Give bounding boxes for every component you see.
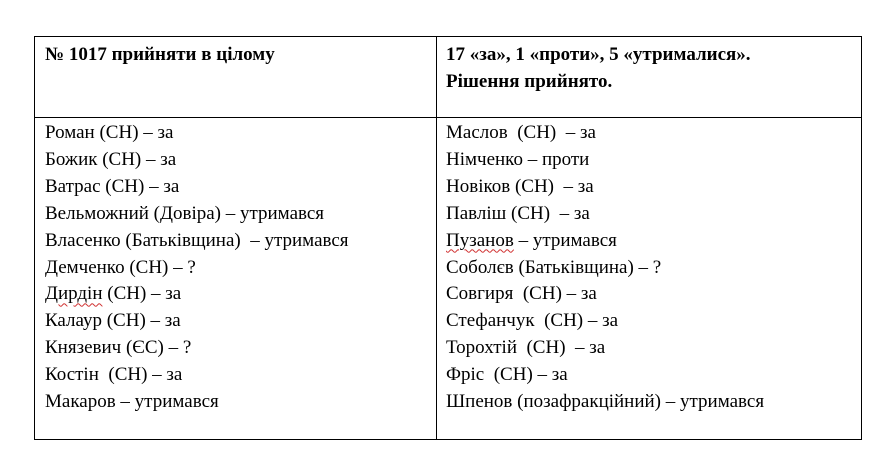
list-item: Власенко (Батьківщина) – утримався: [45, 229, 349, 251]
list-item: Німченко – проти: [446, 148, 590, 170]
right-vote-list: [446, 120, 858, 416]
list-item: Костін (СН) – за: [45, 364, 183, 386]
vote-text: – утримався: [513, 229, 617, 251]
list-item: Макаров – утримався: [45, 391, 219, 413]
list-item: Ватрас (СН) – за: [45, 175, 180, 197]
list-item: Калаур (СН) – за: [45, 310, 181, 332]
vote-tally: 17 «за», 1 «проти», 5 «утрималися».: [446, 44, 751, 65]
list-item: [446, 228, 858, 255]
list-item: Демченко (СН) – ?: [45, 256, 196, 278]
bill-title: № 1017 прийняти в цілому: [45, 44, 275, 65]
header-cell-left: [45, 41, 425, 68]
header-cell-right: [446, 41, 856, 95]
list-item: Павліш (СН) – за: [446, 202, 590, 224]
list-item: Роман (СН) – за: [45, 122, 174, 143]
list-item: Божик (СН) – за: [45, 148, 177, 170]
column-divider: [436, 37, 437, 439]
list-item: Новіков (СН) – за: [446, 175, 594, 197]
list-item: Шпенов (позафракційний) – утримався: [446, 391, 765, 413]
vote-text: (СН) – за: [102, 283, 182, 305]
spellcheck-word: Пузанов: [446, 229, 514, 251]
vote-results-table: [34, 36, 862, 440]
header-divider: [35, 117, 861, 118]
list-item: Стефанчук (СН) – за: [446, 310, 619, 332]
list-item: Вельможний (Довіра) – утримався: [45, 202, 325, 224]
list-item: Торохтій (СН) – за: [446, 337, 606, 359]
list-item: Князевич (ЄС) – ?: [45, 337, 192, 359]
spellcheck-word: Дирдін: [45, 283, 103, 305]
list-item: Совгиря (СН) – за: [446, 283, 597, 305]
list-item: Соболєв (Батьківщина) – ?: [446, 256, 662, 278]
decision-text: Рішення прийнято.: [446, 71, 613, 92]
left-vote-list: [45, 120, 430, 416]
list-item: [45, 281, 430, 308]
list-item: Маслов (СН) – за: [446, 122, 596, 143]
list-item: Фріс (СН) – за: [446, 364, 568, 386]
